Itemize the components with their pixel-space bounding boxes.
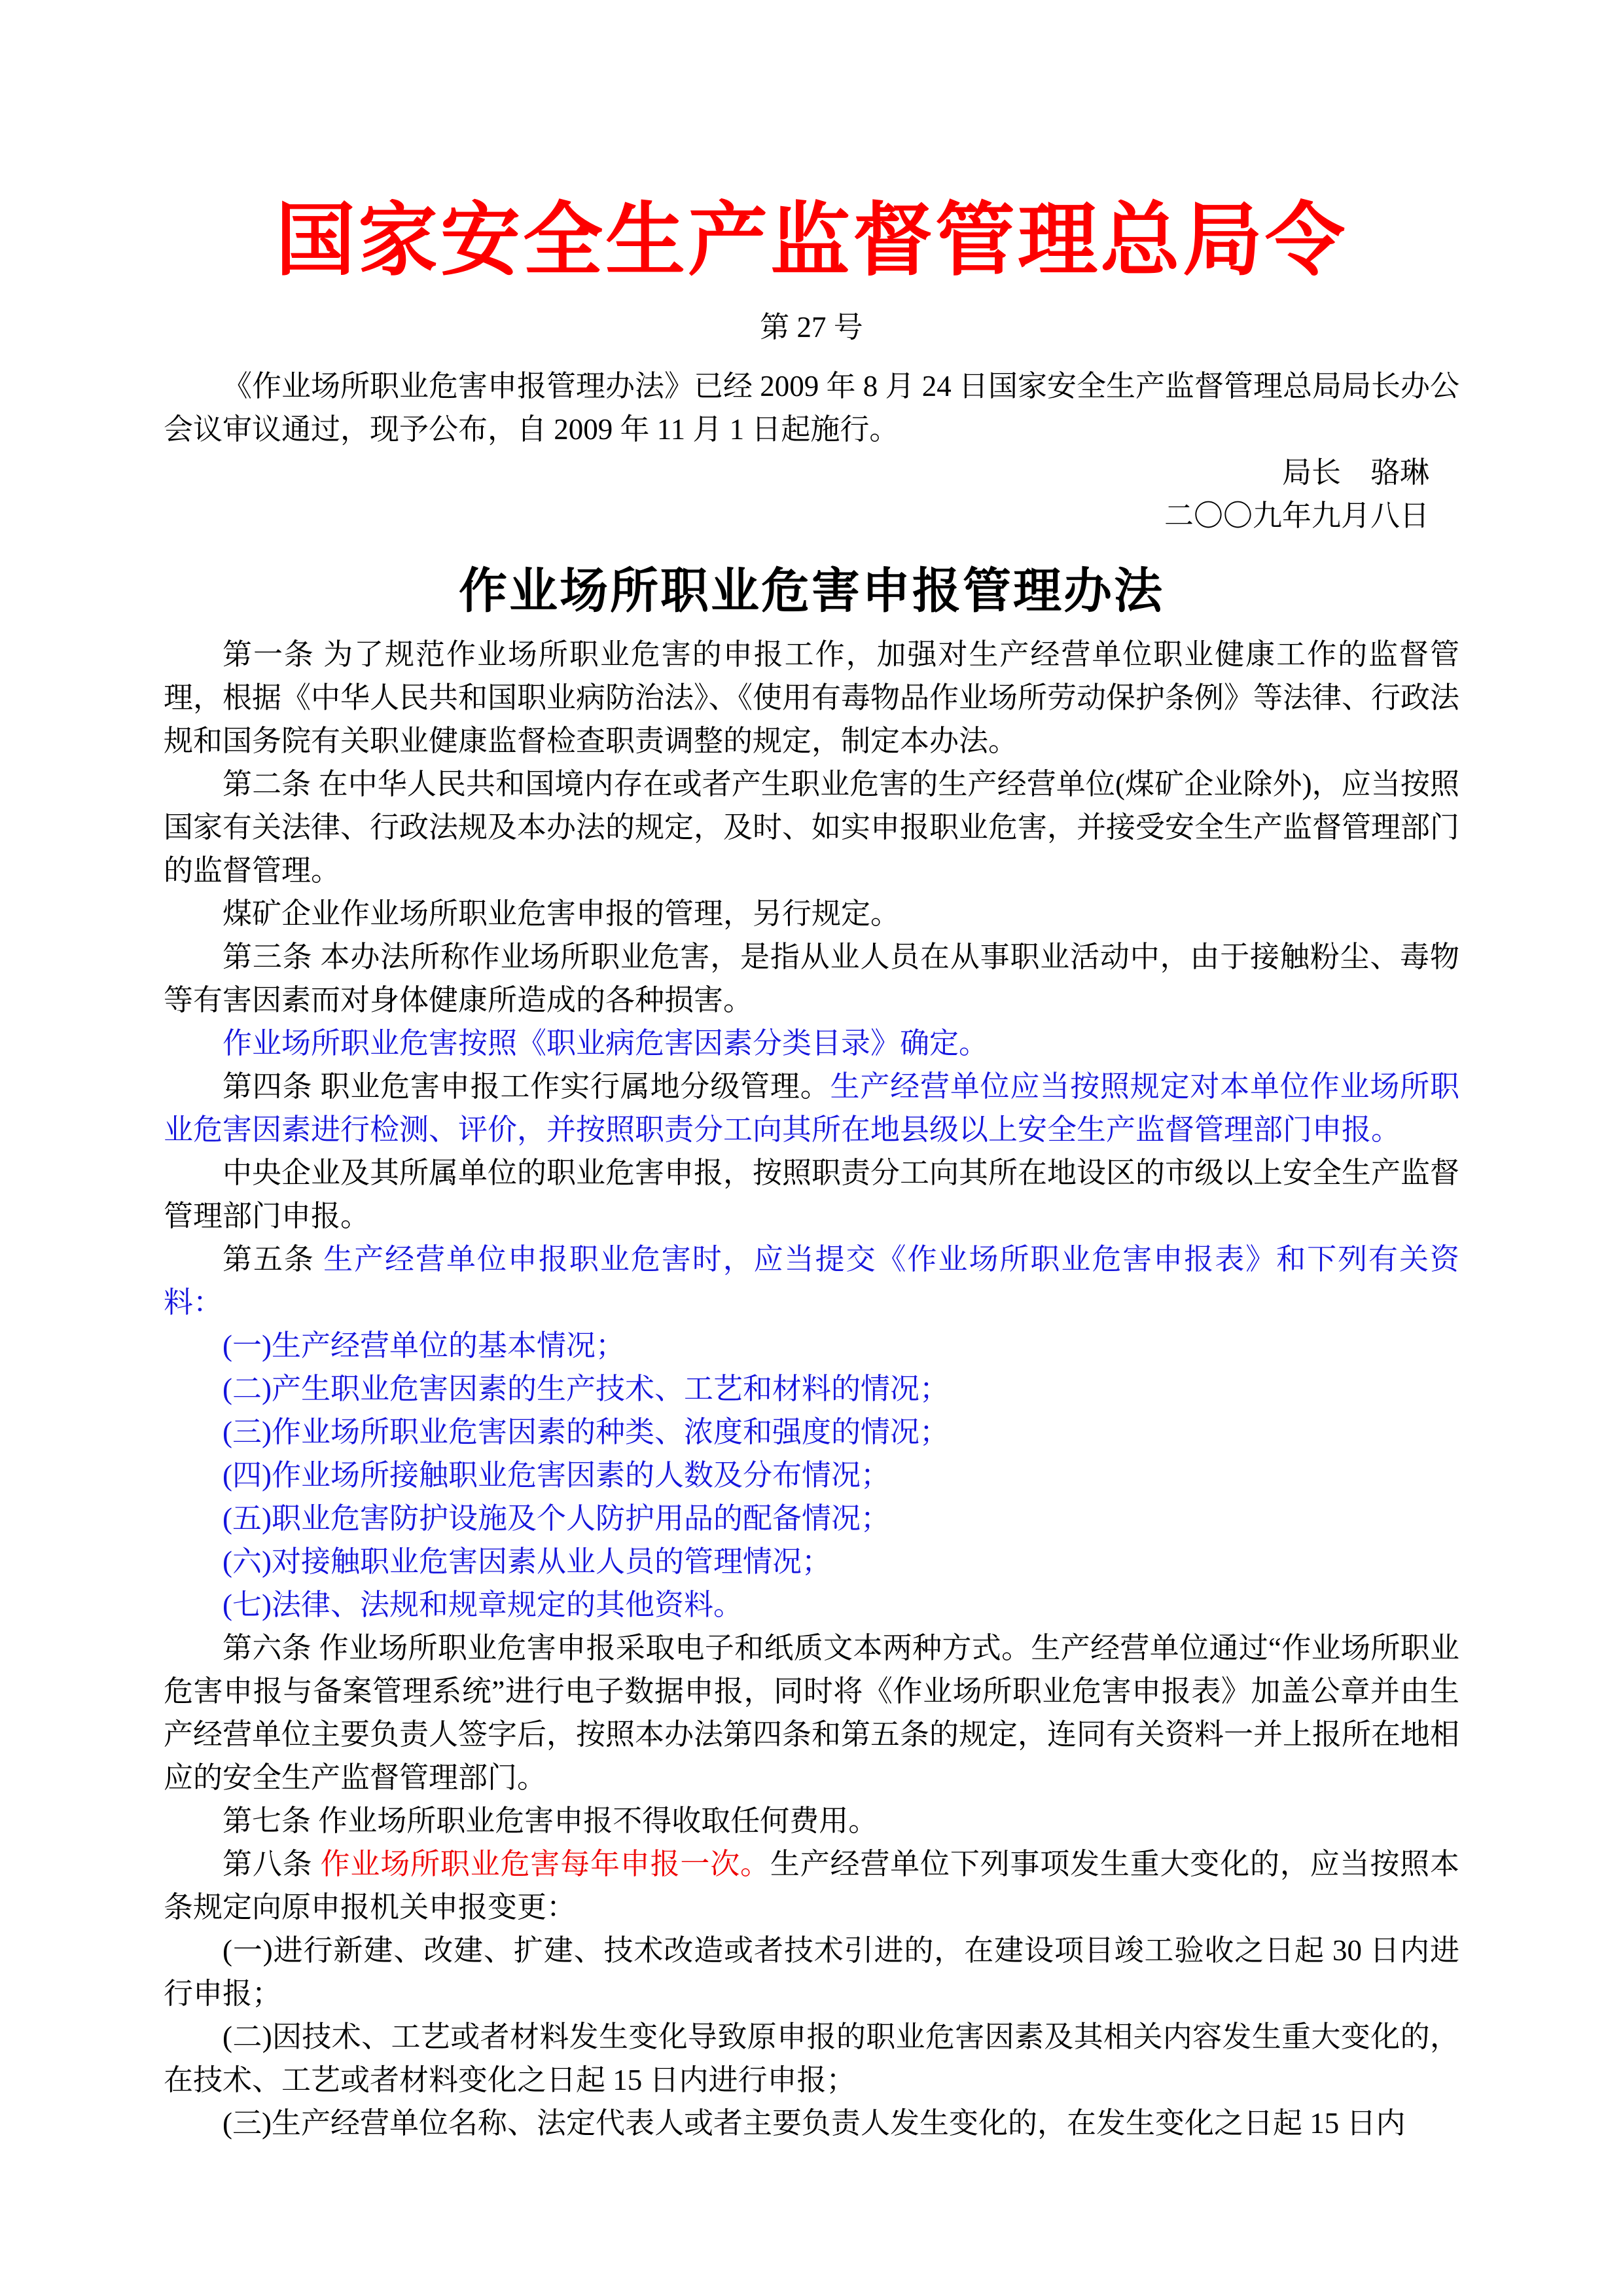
article-5-item-7 <box>164 1583 1459 1626</box>
issue-number: 第 27 号 <box>760 311 863 344</box>
text-segment: 生产经营单位申报职业危害时，应当提交《作业场所职业危害申报表》和下列有关资料： <box>164 1243 1459 1319</box>
article-5 <box>164 1238 1459 1324</box>
article-8-item-1 <box>164 1929 1459 2015</box>
sign-date-line: 二〇〇九年九月八日 <box>1164 499 1429 533</box>
article-4 <box>164 1065 1459 1151</box>
article-6 <box>164 1626 1459 1799</box>
text-segment: 第八条 <box>223 1848 321 1881</box>
text-segment: 第六条 作业场所职业危害申报采取电子和纸质文本两种方式。生产经营单位通过“作业场所职业危害申报与备案管理系统”进行电子数据申报，同时将《作业场所职业危害申报表》加盖公章并由生产经营单位主要负责人签字后，按照本办法第四条和第五条的规定，连同有关资料一并上报所在地相应的安全生产监督管理部门。 <box>164 1632 1460 1795</box>
intro-paragraph: 《作业场所职业危害申报管理办法》已经 2009 年 8 月 24 日国家安全生产监督管理总局局长办公会议审议通过，现予公布，自 2009 年 11 月 1 日起施行。 <box>164 370 1460 446</box>
text-segment: 中央企业及其所属单位的职业危害申报，按照职责分工向其所在地设区的市级以上安全生产监督管理部门申报。 <box>164 1157 1460 1233</box>
text-segment: (七)法律、法规和规章规定的其他资料。 <box>223 1588 743 1622</box>
text-segment: (三)生产经营单位名称、法定代表人或者主要负责人发生变化的，在发生变化之日起 15 日内 <box>223 2107 1406 2140</box>
text-segment: 生产经营单位下列事项发生重大变化的，应当按照本条规定向原申报机关申报变更： <box>164 1848 1459 1924</box>
text-segment: (一)进行新建、改建、扩建、技术改造或者技术引进的，在建设项目竣工验收之日起 30 日内进行申报； <box>164 1934 1459 2011</box>
text-segment: 第四条 职业危害申报工作实行属地分级管理。 <box>223 1070 830 1103</box>
article-5-item-3 <box>164 1410 1459 1454</box>
article-4-para-2 <box>164 1151 1459 1238</box>
article-8 <box>164 1842 1459 1929</box>
signer-line: 局长 骆琳 <box>1281 456 1429 490</box>
text-segment: 作业场所职业危害每年申报一次。 <box>320 1848 770 1881</box>
article-3 <box>164 935 1459 1022</box>
article-7 <box>164 1799 1459 1842</box>
text-segment: 第五条 <box>223 1243 324 1276</box>
article-5-item-5 <box>164 1497 1459 1540</box>
masthead-title: 国家安全生产监督管理总局令 <box>276 197 1347 285</box>
text-segment: 第二条 在中华人民共和国境内存在或者产生职业危害的生产经营单位(煤矿企业除外)，应当按照国家有关法律、行政法规及本办法的规定，及时、如实申报职业危害，并接受安全生产监督管理部门的监督管理。 <box>164 768 1460 888</box>
text-segment: (六)对接触职业危害因素从业人员的管理情况； <box>223 1545 831 1579</box>
article-2-para-2 <box>164 892 1459 935</box>
text-segment: 第七条 作业场所职业危害申报不得收取任何费用。 <box>223 1804 878 1838</box>
article-8-item-3 <box>164 2102 1459 2145</box>
document-title: 作业场所职业危害申报管理办法 <box>459 564 1164 619</box>
article-1 <box>164 633 1459 762</box>
article-5-item-6 <box>164 1540 1459 1583</box>
article-5-item-2 <box>164 1367 1459 1410</box>
text-segment: 第三条 本办法所称作业场所职业危害，是指从业人员在从事职业活动中，由于接触粉尘、毒物等有害因素而对身体健康所造成的各种损害。 <box>164 941 1459 1017</box>
text-segment: (三)作业场所职业危害因素的种类、浓度和强度的情况； <box>223 1416 949 1449</box>
text-segment: (五)职业危害防护设施及个人防护用品的配备情况； <box>223 1502 890 1535</box>
text-segment: 煤矿企业作业场所职业危害申报的管理，另行规定。 <box>223 897 901 931</box>
text-segment: 第一条 为了规范作业场所职业危害的申报工作，加强对生产经营单位职业健康工作的监督管理，根据《中华人民共和国职业病防治法》、《使用有毒物品作业场所劳动保护条例》等法律、行政法规和国务院有关职业健康监督检查职责调整的规定，制定本办法。 <box>164 638 1460 758</box>
text-segment: (二)因技术、工艺或者材料发生变化导致原申报的职业危害因素及其相关内容发生重大变化的，在技术、工艺或者材料变化之日起 15 日内进行申报； <box>164 2020 1459 2097</box>
article-5-item-1 <box>164 1324 1459 1367</box>
text-segment: (一)生产经营单位的基本情况； <box>223 1329 625 1363</box>
text-segment: 作业场所职业危害按照《职业病危害因素分类目录》确定。 <box>223 1027 989 1060</box>
text-segment: 生产经营单位应当按照规定对本单位作业场所职业危害因素进行检测、评价，并按照职责分工向其所在地县级以上安全生产监督管理部门申报。 <box>164 1070 1459 1147</box>
article-5-item-4 <box>164 1454 1459 1497</box>
document-body <box>164 633 1459 2145</box>
text-segment: (二)产生职业危害因素的生产技术、工艺和材料的情况； <box>223 1372 949 1406</box>
article-8-item-2 <box>164 2015 1459 2102</box>
article-3-para-2 <box>164 1022 1459 1065</box>
text-segment: (四)作业场所接触职业危害因素的人数及分布情况； <box>223 1459 890 1492</box>
article-2 <box>164 762 1459 892</box>
